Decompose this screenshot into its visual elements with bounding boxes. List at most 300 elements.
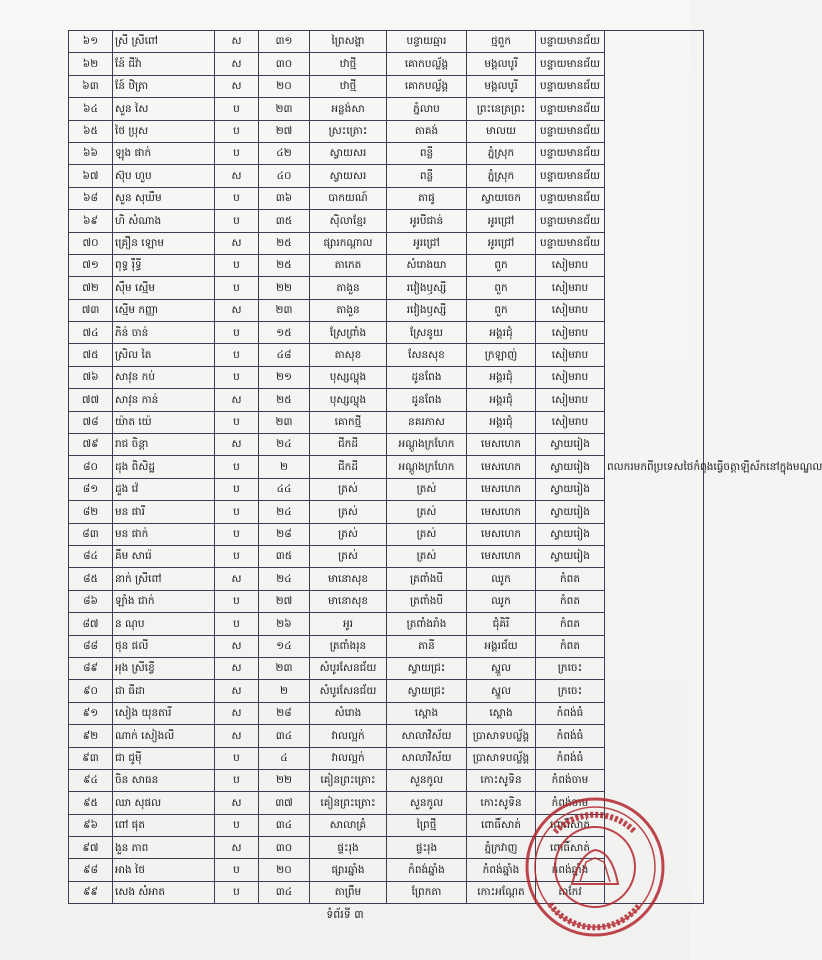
worker-sex-cell: ស [215,31,259,53]
village-cell: ផ្សារឆ្នាំង [310,859,387,881]
worker-age-cell: ២ [259,680,310,702]
row-number-cell: ៧២ [69,277,113,299]
worker-sex-cell: ប [215,501,259,523]
village-cell: ស៊ិលាខ្មែរ [310,210,387,232]
row-number-cell: ៦៩ [69,210,113,232]
worker-sex-cell: ស [215,165,259,187]
village-cell: សាលាគ្រំ [310,814,387,836]
village-cell: ជីកដី [310,456,387,478]
worker-age-cell: ៣១ [259,31,310,53]
district-cell: មេសហេក [467,434,536,456]
worker-age-cell: ៣៦ [259,187,310,209]
worker-name-cell: មន ផាក់ [113,523,215,545]
worker-name-cell: ណាក់ សៀងលី [113,725,215,747]
worker-sex-cell: ប [215,210,259,232]
district-cell: ពោធិ៍សាត់ [467,814,536,836]
worker-name-cell: ជា ធីដា [113,680,215,702]
worker-sex-cell: ស [215,53,259,75]
worker-age-cell: ២៥ [259,389,310,411]
worker-name-cell: ស្រី ស្រីពៅ [113,31,215,53]
district-cell: ស្នួល [467,657,536,679]
worker-name-cell: រាជ ចិន្តា [113,434,215,456]
row-number-cell: ៨៨ [69,635,113,657]
district-cell: ជុំគិរី [467,613,536,635]
row-number-cell: ៩៩ [69,881,113,903]
worker-sex-cell: ប [215,590,259,612]
worker-age-cell: ២២ [259,277,310,299]
worker-age-cell: ២០ [259,859,310,881]
row-number-cell: ៩៧ [69,837,113,859]
province-cell: បន្ទាយមានជ័យ [536,75,605,97]
village-cell: ឋាថ្មី [310,75,387,97]
worker-sex-cell: ស [215,725,259,747]
province-cell: កំពង់ឆ្នាំង [536,859,605,881]
worker-age-cell: ២៤ [259,501,310,523]
district-cell: ភ្នំក្រវាញ [467,837,536,859]
row-number-cell: ៨៩ [69,657,113,679]
worker-name-cell: ស្រិល តៃ [113,344,215,366]
village-cell: គៀនព្រះត្រោះ [310,792,387,814]
village-cell: បុស្សល្ហុង [310,389,387,411]
commune-cell: ត្រស់ [387,523,467,545]
row-number-cell: ៨៦ [69,590,113,612]
worker-name-cell: ន ណុប [113,613,215,635]
district-cell: អង្គរជុំ [467,389,536,411]
worker-name-cell: សៀង យុនតារី [113,702,215,724]
worker-sex-cell: ប [215,478,259,500]
worker-name-cell: គ្រឿន ឡោម [113,232,215,254]
district-cell: អង្គរជុំ [467,366,536,388]
district-cell: អង្គរជុំ [467,411,536,433]
commune-cell: អូរបីជាន់ [387,210,467,232]
village-cell: ត្រស់ [310,545,387,567]
worker-age-cell: ១៤ [259,635,310,657]
commune-cell: កំពង់ឆ្នាំង [387,859,467,881]
worker-name-cell: អុង ស្រីខ្វើ [113,657,215,679]
village-cell: មានោសុខ [310,590,387,612]
row-number-cell: ៧៣ [69,299,113,321]
district-cell: ភ្នំស្រុក [467,165,536,187]
commune-cell: ស្ពោង [387,702,467,724]
commune-cell: ត្រពាំងរាំង [387,613,467,635]
province-cell: សៀមរាប [536,411,605,433]
worker-sex-cell: ប [215,411,259,433]
district-cell: កោះសូទិន [467,792,536,814]
row-number-cell: ៩០ [69,680,113,702]
province-cell: ពោធិ៍សាត់ [536,814,605,836]
worker-name-cell: ភិន់ ចាន់ [113,322,215,344]
village-cell: ត្រស់ [310,478,387,500]
district-cell: មង្គលបូរី [467,75,536,97]
worker-age-cell: ២៧ [259,590,310,612]
worker-age-cell: ៣៤ [259,725,310,747]
worker-age-cell: ៣៧ [259,792,310,814]
province-cell: តាកែវ [536,881,605,903]
province-cell: សៀមរាប [536,366,605,388]
worker-name-cell: ស៊ឹម ស្មើម [113,277,215,299]
worker-sex-cell: ស [215,299,259,321]
province-cell: កំពង់ធំ [536,725,605,747]
row-number-cell: ៧៤ [69,322,113,344]
commune-cell: ស្វាយជ្រះ [387,657,467,679]
commune-cell: អណ្តូងក្រហែក [387,434,467,456]
worker-age-cell: ២៤ [259,434,310,456]
worker-sex-cell: ស [215,657,259,679]
row-number-cell: ៨៧ [69,613,113,635]
worker-age-cell: ២៥ [259,232,310,254]
province-cell: ស្វាយរៀង [536,501,605,523]
commune-cell: ពន្លី [387,142,467,164]
district-cell: ក្រឡាញ់ [467,344,536,366]
village-cell: ស្វាយសរ [310,142,387,164]
row-number-cell: ៦៣ [69,75,113,97]
worker-name-cell: អាង ថៃ [113,859,215,881]
district-cell: ប្រាសាទបល្ល័ង្គ [467,725,536,747]
village-cell: តាងួន [310,277,387,299]
province-cell: ស្វាយរៀង [536,523,605,545]
province-cell: ក្រចេះ [536,657,605,679]
commune-cell: គោកបល្ល័ង្គ [387,75,467,97]
province-cell: កំពត [536,635,605,657]
district-cell: មង្គលបូរី [467,53,536,75]
row-number-cell: ៧៧ [69,389,113,411]
worker-age-cell: ២៧ [259,120,310,142]
worker-sex-cell: ប [215,322,259,344]
worker-sex-cell: ប [215,277,259,299]
row-number-cell: ៧៥ [69,344,113,366]
worker-age-cell: ៤០ [259,165,310,187]
worker-age-cell: ៣០ [259,837,310,859]
commune-cell: នគរភាស [387,411,467,433]
commune-cell: ពន្លី [387,165,467,187]
commune-cell: តាគង់ [387,120,467,142]
worker-sex-cell: ស [215,680,259,702]
province-cell: ស្វាយរៀង [536,478,605,500]
village-cell: ជីកដី [310,434,387,456]
worker-age-cell: ៣៥ [259,545,310,567]
worker-age-cell: ១៥ [259,322,310,344]
worker-age-cell: ២០ [259,75,310,97]
worker-name-cell: ថៃ ប្រុស [113,120,215,142]
worker-sex-cell: ស [215,635,259,657]
worker-name-cell: យ៉ាត យ៉េ [113,411,215,433]
row-number-cell: ៧៩ [69,434,113,456]
worker-sex-cell: ប [215,769,259,791]
official-seal-stamp [520,792,670,942]
worker-age-cell: ២៣ [259,299,310,321]
worker-name-cell: សួន សុឃឹម [113,187,215,209]
commune-cell: សាលាវិស័យ [387,747,467,769]
row-number-cell: ៦១ [69,31,113,53]
commune-cell: ត្រពាំងបី [387,568,467,590]
worker-age-cell: ៤២ [259,142,310,164]
worker-sex-cell: ប [215,523,259,545]
commune-cell: ត្រពាំងបី [387,590,467,612]
village-cell: ផ្ទះរុង [310,837,387,859]
worker-age-cell: ២៦ [259,613,310,635]
district-cell: ឈូក [467,590,536,612]
district-cell: ឈូក [467,568,536,590]
village-cell: តាកេត [310,254,387,276]
province-cell: បន្ទាយមានជ័យ [536,120,605,142]
province-cell: កំពង់ចាម [536,769,605,791]
district-cell: ភ្នំស្រុក [467,142,536,164]
village-cell: បាកយណ៍ [310,187,387,209]
worker-age-cell: ៤ [259,747,310,769]
table-row [69,31,704,53]
village-cell: សំរោង [310,702,387,724]
district-cell: ស្វាយចេក [467,187,536,209]
district-cell: អូរជ្រៅ [467,210,536,232]
commune-cell: អណ្តូងក្រហែក [387,456,467,478]
province-cell: បន្ទាយមានជ័យ [536,142,605,164]
row-number-cell: ៧០ [69,232,113,254]
worker-sex-cell: ស [215,568,259,590]
row-number-cell: ៩២ [69,725,113,747]
worker-name-cell: សេង សំអាត [113,881,215,903]
worker-name-cell: ដួង វ៉េ [113,478,215,500]
worker-age-cell: ២៨ [259,523,310,545]
worker-name-cell: ឡាំង ជាក់ [113,590,215,612]
worker-age-cell: ៤៨ [259,344,310,366]
worker-sex-cell: ប [215,613,259,635]
district-cell: មេសហេក [467,501,536,523]
worker-name-cell: ចិន សាធន [113,769,215,791]
worker-name-cell: ស៊ុប ហួប [113,165,215,187]
commune-cell: ដូនពែង [387,389,467,411]
worker-sex-cell: ស [215,232,259,254]
worker-sex-cell: ស [215,792,259,814]
village-cell: តាសុខ [310,344,387,366]
worker-age-cell: ២៥ [259,254,310,276]
village-cell: ស្រែព្រាំង [310,322,387,344]
province-cell: សៀមរាប [536,322,605,344]
row-number-cell: ៧១ [69,254,113,276]
worker-sex-cell: ស [215,837,259,859]
row-number-cell: ៦៦ [69,142,113,164]
worker-age-cell: ២២ [259,769,310,791]
worker-name-cell: សាវុន កប់ [113,366,215,388]
worker-age-cell: ២៨ [259,702,310,724]
village-cell: ស្វាយសរ [310,165,387,187]
village-cell: អន្លង់សា [310,98,387,120]
row-number-cell: ៨៤ [69,545,113,567]
district-cell: មាលយ [467,120,536,142]
village-cell: វាលល្អក់ [310,725,387,747]
village-cell: ឋាថ្មី [310,53,387,75]
worker-name-cell: នាក់ ស្រីពៅ [113,568,215,590]
province-cell: សៀមរាប [536,389,605,411]
village-cell: វាលល្អក់ [310,747,387,769]
village-cell: សំបូរសែនជ័យ [310,657,387,679]
row-number-cell: ៩៣ [69,747,113,769]
worker-name-cell: គឹម សារ៉េ [113,545,215,567]
worker-age-cell: ២ [259,456,310,478]
worker-sex-cell: ប [215,456,259,478]
worker-name-cell: ឈា សុផល [113,792,215,814]
row-number-cell: ៩៦ [69,814,113,836]
province-cell: កំពង់ធំ [536,702,605,724]
village-cell: តាព្រឹម [310,881,387,903]
row-number-cell: ៩៨ [69,859,113,881]
commune-cell: ដូនពែង [387,366,467,388]
worker-age-cell: ៣០ [259,53,310,75]
worker-age-cell: ២១ [259,366,310,388]
village-cell: ព្រៃសង្ហា [310,31,387,53]
district-cell: មេសហេក [467,545,536,567]
worker-name-cell: ពុទ្ធ រ៉ឺទ្ធី [113,254,215,276]
worker-name-cell: ន៍ែ ជីវ៉ា [113,53,215,75]
district-cell: កោះអណ្តែត [467,881,536,903]
commune-cell: ភ្នំលាប [387,98,467,120]
row-number-cell: ៧៨ [69,411,113,433]
province-cell: បន្ទាយមានជ័យ [536,165,605,187]
province-cell: បន្ទាយមានជ័យ [536,53,605,75]
district-cell: ព្រះនេត្រព្រះ [467,98,536,120]
row-number-cell: ៨២ [69,501,113,523]
commune-cell: ស្វាយជ្រះ [387,680,467,702]
worker-name-cell: ពៅ ផុត [113,814,215,836]
worker-name-cell: ងួន ភាព [113,837,215,859]
village-cell: ផ្សារកណ្តាល [310,232,387,254]
worker-sex-cell: ស [215,702,259,724]
worker-name-cell: ឡុង ផាក់ [113,142,215,164]
village-cell: ត្រពាំងរុន [310,635,387,657]
worker-sex-cell: ស [215,75,259,97]
province-cell: បន្ទាយមានជ័យ [536,210,605,232]
commune-cell: សួនកូល [387,769,467,791]
row-number-cell: ៧៦ [69,366,113,388]
commune-cell: សំរោងយា [387,254,467,276]
province-cell: សៀមរាប [536,254,605,276]
commune-cell: ត្រស់ [387,545,467,567]
province-cell: បន្ទាយមានជ័យ [536,232,605,254]
row-number-cell: ៦៨ [69,187,113,209]
row-number-cell: ៦២ [69,53,113,75]
worker-name-cell: ហិ សំណាង [113,210,215,232]
worker-sex-cell: ប [215,859,259,881]
district-cell: កំពង់ឆ្នាំង [467,859,536,881]
page-number: ទំព័រទី ៣ [326,908,364,921]
district-cell: ពួក [467,277,536,299]
district-cell: អង្គរជ័យ [467,635,536,657]
province-cell: សៀមរាប [536,277,605,299]
worker-sex-cell: ប [215,747,259,769]
worker-sex-cell: ប [215,187,259,209]
village-cell: ស្រះត្រោះ [310,120,387,142]
row-number-cell: ៨០ [69,456,113,478]
province-cell: កំពង់ធំ [536,747,605,769]
commune-cell: ស្រែនូយ [387,322,467,344]
province-cell: សៀមរាប [536,299,605,321]
district-cell: ប្រាសាទបល្ល័ង្គ [467,747,536,769]
worker-age-cell: ២៣ [259,411,310,433]
row-number-cell: ៦៧ [69,165,113,187]
province-cell: កំពត [536,613,605,635]
province-cell: បន្ទាយមានជ័យ [536,187,605,209]
worker-sex-cell: ប [215,814,259,836]
worker-roster-table [68,30,822,904]
row-number-cell: ៨១ [69,478,113,500]
worker-sex-cell: ប [215,545,259,567]
district-cell: ពួក [467,299,536,321]
row-number-cell: ៩៤ [69,769,113,791]
row-number-cell: ៨៥ [69,568,113,590]
province-cell: បន្ទាយមានជ័យ [536,98,605,120]
commune-cell: ព្រែកតា [387,881,467,903]
worker-name-cell: ស្មើម កញ្ញា [113,299,215,321]
village-cell: តាងួន [310,299,387,321]
commune-cell: ផ្ទះរុង [387,837,467,859]
worker-age-cell: ២៤ [259,568,310,590]
province-cell: បន្ទាយមានជ័យ [536,31,605,53]
commune-cell: រវៀងឫស្សី [387,299,467,321]
commune-cell: សាលាវិស័យ [387,725,467,747]
village-cell: មានោសុខ [310,568,387,590]
commune-cell: តានី [387,635,467,657]
province-cell: ពោធិ៍សាត់ [536,837,605,859]
worker-sex-cell: ស [215,434,259,456]
province-cell: ស្វាយរៀង [536,545,605,567]
district-cell: ស្នួល [467,680,536,702]
worker-age-cell: ៣៤ [259,814,310,836]
district-cell: អូរជ្រៅ [467,232,536,254]
row-number-cell: ៦៥ [69,120,113,142]
village-cell: ត្រស់ [310,501,387,523]
province-cell: ស្វាយរៀង [536,434,605,456]
province-cell: ស្វាយរៀង [536,456,605,478]
province-cell: កំពត [536,568,605,590]
district-cell: អង្គរជុំ [467,322,536,344]
commune-cell: សួនកូល [387,792,467,814]
row-number-cell: ៩៥ [69,792,113,814]
commune-cell: រវៀងឫស្សី [387,277,467,299]
province-cell: កំពត [536,590,605,612]
worker-name-cell: ជា ជូម៉ី [113,747,215,769]
worker-sex-cell: ប [215,120,259,142]
province-cell: កំពង់ចាម [536,792,605,814]
district-cell: ថ្មពួក [467,31,536,53]
commune-cell: ត្រស់ [387,501,467,523]
commune-cell: អូរជ្រៅ [387,232,467,254]
worker-sex-cell: ប [215,98,259,120]
worker-age-cell: ៣៤ [259,881,310,903]
worker-sex-cell: ប [215,881,259,903]
district-cell: កោះសូទិន [467,769,536,791]
worker-name-cell: ដុង ពិសិដ្ឋ [113,456,215,478]
worker-sex-cell: ប [215,142,259,164]
commune-cell: ព្រៃថ្មី [387,814,467,836]
village-cell: ត្រស់ [310,523,387,545]
village-cell: អូរ [310,613,387,635]
commune-cell: តាផូ [387,187,467,209]
worker-age-cell: ៣៥ [259,210,310,232]
village-cell: គៀនព្រះត្រោះ [310,769,387,791]
village-cell: សំបូរសែនជ័យ [310,680,387,702]
worker-name-cell: ន៍ែ ឋិត្រា [113,75,215,97]
district-cell: ស្ពោង [467,702,536,724]
worker-age-cell: ៤៤ [259,478,310,500]
worker-sex-cell: ប [215,344,259,366]
worker-age-cell: ២៣ [259,98,310,120]
roster-body [69,31,822,904]
commune-cell: សែនសុខ [387,344,467,366]
district-cell: ពួក [467,254,536,276]
row-number-cell: ៨៣ [69,523,113,545]
village-cell: បុស្សល្ហុង [310,366,387,388]
row-number-cell: ៩១ [69,702,113,724]
remarks-cell: ពលករមកពីប្រទេសថៃកំពុងធ្វើចត្តាឡីស័កនៅក្នុងមណ្ឌល [605,31,704,904]
